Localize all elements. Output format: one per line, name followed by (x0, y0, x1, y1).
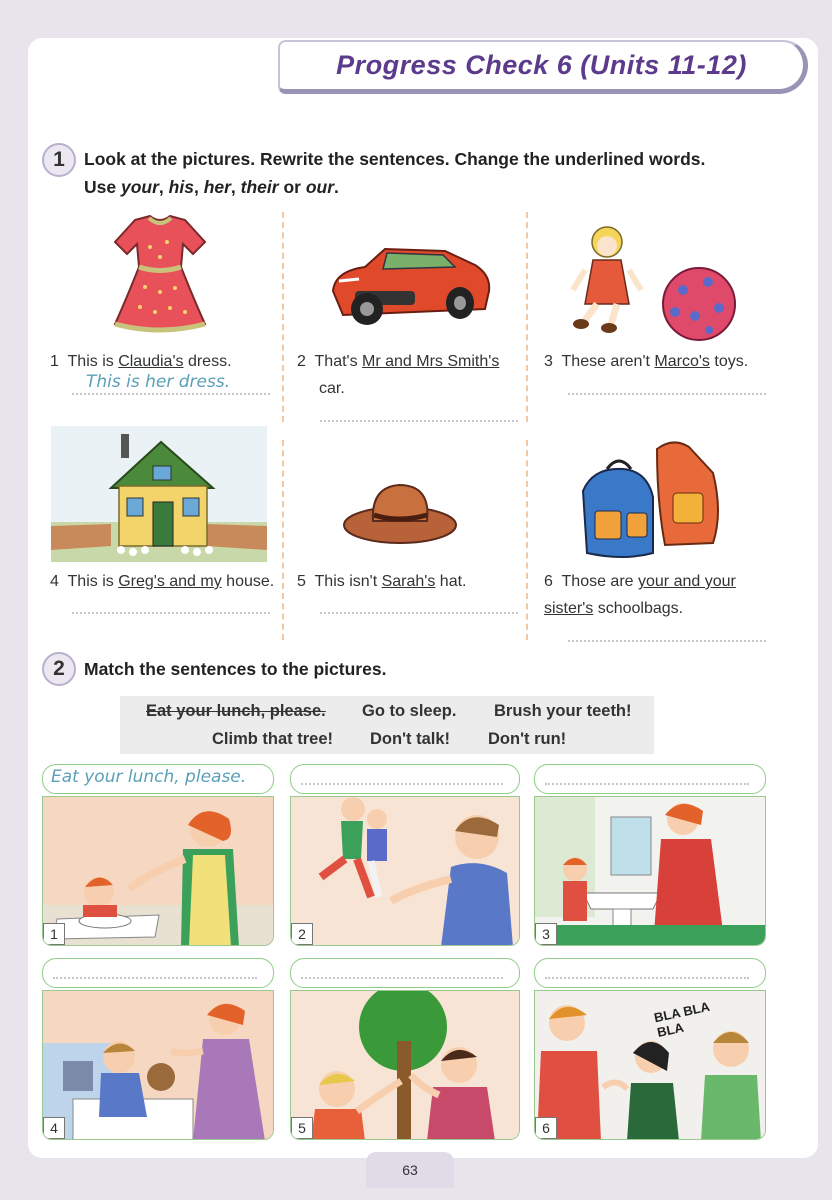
picture-number: 6 (535, 1117, 557, 1139)
exercise-1-number: 1 (42, 143, 76, 177)
item-number: 4 (50, 573, 59, 590)
item-number: 5 (297, 573, 306, 590)
item-5-sentence (297, 568, 522, 595)
sentence-option: Climb that tree! (212, 730, 334, 748)
column-divider (526, 440, 528, 640)
item-6-sentence (544, 568, 768, 622)
sentence-text: toys. (709, 353, 749, 370)
column-divider (282, 440, 284, 640)
toys-picture (562, 218, 742, 343)
word-his: his (168, 177, 194, 197)
sentence-text: These aren't (561, 353, 655, 370)
answer-line (72, 393, 270, 395)
item-3-sentence (544, 348, 774, 375)
scene-2-running (290, 796, 520, 946)
picture-number: 4 (43, 1117, 65, 1139)
scene-3-bathroom (534, 796, 766, 946)
sentence-option: Go to sleep. (362, 702, 457, 720)
scene-5-tree (290, 990, 520, 1140)
sentence-text: This isn't (314, 573, 382, 590)
schoolbags-picture (572, 432, 732, 564)
column-divider (526, 212, 528, 422)
word-their: their (240, 177, 279, 197)
scene-4-bedtime (42, 990, 274, 1140)
instruction-line-1: Look at the pictures. Rewrite the sentences. Change the underlined words. (84, 149, 706, 169)
sentence-text: This is (67, 353, 119, 370)
page-number-tab (366, 1152, 454, 1188)
column-divider (282, 212, 284, 422)
underlined-word: Marco's (654, 353, 710, 370)
answer-line[interactable] (320, 420, 518, 422)
item-1-answer[interactable]: This is her dress. (86, 372, 231, 392)
item-number: 6 (544, 573, 553, 590)
sentence-text: house. (221, 573, 275, 590)
answer-line[interactable] (568, 640, 766, 642)
answer-line[interactable] (320, 612, 518, 614)
sentence-text: This is (67, 573, 119, 590)
speech-text-bla: BLA BLA BLA (652, 998, 711, 1040)
picture-number: 2 (291, 923, 313, 945)
item-4-sentence (50, 568, 278, 595)
word-your: your (120, 177, 159, 197)
sentence-option: Don't talk! (370, 730, 451, 748)
speech-bubble-2[interactable] (290, 764, 520, 794)
exercise-2-number: 2 (42, 652, 76, 686)
exercise-2-instruction: Match the sentences to the pictures. (84, 659, 387, 679)
speech-bubble-6[interactable] (534, 958, 766, 988)
hat-picture (340, 474, 460, 548)
answer-line[interactable] (568, 393, 766, 395)
exercise-1-instruction (84, 145, 784, 201)
sentence-text: car. (319, 380, 345, 397)
instruction-line-2: Use your, his, her, their or our. (84, 177, 339, 197)
speech-bubble-3[interactable] (534, 764, 766, 794)
instruction-use: Use (84, 177, 117, 197)
picture-number: 3 (535, 923, 557, 945)
sentence-option: Don't run! (488, 730, 567, 748)
picture-number: 5 (291, 1117, 313, 1139)
item-1-sentence (50, 348, 275, 375)
underlined-word: your and your sister's (544, 573, 736, 617)
sentence-option: Brush your teeth! (494, 702, 632, 720)
sentence-text: Those are (561, 573, 638, 590)
item-number: 1 (50, 353, 59, 370)
underlined-word: Claudia's (118, 353, 184, 370)
car-picture (322, 238, 497, 333)
speech-bubble-4[interactable] (42, 958, 274, 988)
speech-bubble-5[interactable] (290, 958, 520, 988)
bubble-1-answer: Eat your lunch, please. (51, 767, 247, 787)
page-number: 63 (402, 1162, 418, 1178)
underlined-word: Mr and Mrs Smith's (362, 353, 500, 370)
picture-number: 1 (43, 923, 65, 945)
sentence-text: That's (314, 353, 363, 370)
sentence-text: schoolbags. (593, 600, 684, 617)
sentence-text: dress. (183, 353, 232, 370)
sentence-text: hat. (435, 573, 467, 590)
speech-bubble-1[interactable] (42, 764, 274, 794)
underlined-word: Greg's and my (118, 573, 222, 590)
item-number: 2 (297, 353, 306, 370)
scene-6-talking (534, 990, 766, 1140)
word-her: her (203, 177, 231, 197)
scene-1-lunch (42, 796, 274, 946)
dress-picture (100, 212, 220, 337)
underlined-word: Sarah's (381, 573, 436, 590)
answer-line[interactable] (72, 612, 270, 614)
item-number: 3 (544, 353, 553, 370)
sentence-option-used: Eat your lunch, please. (146, 702, 326, 720)
word-our: our (305, 177, 335, 197)
page-title-tab (278, 40, 808, 94)
house-picture (50, 425, 268, 563)
page-title: Progress Check 6 (Units 11-12) (336, 50, 747, 80)
item-2-sentence (297, 348, 522, 402)
